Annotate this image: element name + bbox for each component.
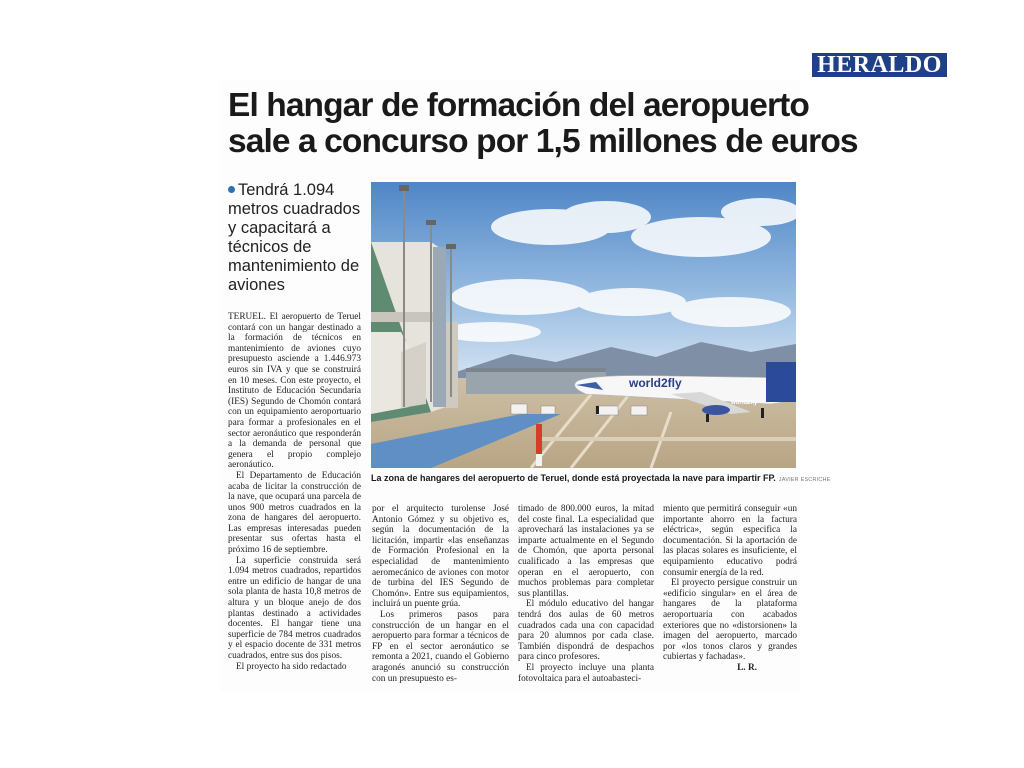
paragraph: El proyecto persigue construir un «edificio singular» en el área de hangares de la plataforma aeroportuaria con acabados exteriores que no «distorsionen» la imagen del aeropuerto, marcado por «los tonos claros y grandes cubiertas y fachadas». (663, 578, 797, 663)
body-column-3 (518, 504, 654, 684)
subheadline-line: Tendrá 1.094 (228, 181, 364, 200)
subheadline-line: mantenimiento de (228, 257, 360, 275)
headline-line-1: El hangar de formación del aeropuerto (228, 87, 809, 124)
subheadline (228, 181, 364, 295)
subheadline-line: y capacitará a (228, 219, 331, 237)
body-column-2 (372, 504, 509, 684)
paragraph: El módulo educativo del hangar tendrá dos aulas de 60 metros cuadrados cada una con capacidad para 20 alumnos por cada clase. También dispondrá de despachos para cinco profesores. (518, 599, 654, 663)
runway-stripe (536, 437, 796, 441)
aircraft-engine-livery-text: world2fly (731, 400, 758, 406)
paragraph: El proyecto ha sido redactado (236, 661, 347, 672)
paragraph: La superficie construida será 1.094 metros cuadrados, repartidos entre un edificio de hangar de una sola planta de hasta 10,8 metros de altura y un bloque anejo de dos plantas destinado a actividades docentes. El hangar tiene una superficie de 784 metros cuadrados y el espacio docente de 331 metros cuadrados, entre sus dos pisos. (228, 555, 361, 661)
body-column-1 (228, 312, 361, 672)
headline (228, 87, 858, 160)
aircraft-livery-text: world2fly (629, 376, 682, 390)
paragraph: timado de 800.000 euros, la mitad del coste final. La especialidad que aprovechará las instalaciones ya se imparte actualmente en el Segundo de Chomón, que aporta personal cualificado a las empresas que operan en el aeropuerto, con muchos problemas para completar sus plantillas. (518, 504, 654, 599)
paragraph: Los primeros pasos para construcción de un hangar en el aeropuerto para formar a técnicos de FP en el sector aeronáutico se remonta a 2021, cuando el Gobierno aragonés anunció su construcción con un presupuesto es- (372, 609, 509, 684)
newspaper-masthead: HERALDO (812, 53, 947, 77)
headline-line-2: sale a concurso por 1,5 millones de euros (228, 123, 858, 160)
hangars (371, 242, 458, 422)
barrier (536, 424, 542, 466)
paragraph: por el arquitecto turolense José Antonio Gómez y su objetivo es, según la documentación de la licitación, impartir «las enseñanzas de Formación Profesional en la especialidad de mantenimiento aeromecánico de aviones con motor de turbina del IES Segundo de Chomón». Entre sus equipamientos, incluirá un puente grúa. (372, 504, 509, 610)
photo-credit: JAVIER ESCRICHE (778, 477, 831, 483)
bullet-icon (228, 186, 235, 193)
author-signature: L. R. (737, 662, 757, 673)
body-column-4 (663, 504, 797, 674)
photo-illustration (371, 182, 796, 468)
paragraph: El Departamento de Educación acaba de licitar la construcción de la nave, que ocupará una parcela de unos 900 metros cuadrados en la zona de hangares del aeropuerto. Las empresas interesadas pueden presentar sus ofertas hasta el próximo 16 de septiembre. (228, 470, 361, 556)
subheadline-line: aviones (228, 276, 285, 294)
subheadline-line: técnicos de (228, 238, 312, 256)
paragraph: miento que permitirá conseguir «un importante ahorro en la factura eléctrica», según especifica la documentación. Si la aportación de las placas solares es insuficiente, el equipamiento educativo podrá consumir energía de la red. (663, 504, 797, 578)
paragraph: El proyecto incluye una planta fotovoltaica para el autoabasteci- (518, 662, 654, 684)
photo-caption (371, 472, 831, 486)
subheadline-line: metros cuadrados (228, 200, 361, 218)
paragraph: TERUEL. El aeropuerto de Teruel contará con un hangar destinado a la formación de técnicos en mantenimiento de aviones cuyo presupuesto asciende a 1.446.973 euros sin IVA y que se construirá en 10 meses. Con este proyecto, el Instituto de Educación Secundaria (IES) Segundo de Chomón contará con un equipamiento aeroportuario para formar a profesionales en el sector aeronáutico que responderán a la demanda de personal que genera el propio complejo aeronáutico. (228, 312, 361, 471)
airport-hangar-photo (371, 182, 796, 468)
caption-text: La zona de hangares del aeropuerto de Teruel, donde está proyectada la nave para impartir FP. (371, 473, 776, 483)
